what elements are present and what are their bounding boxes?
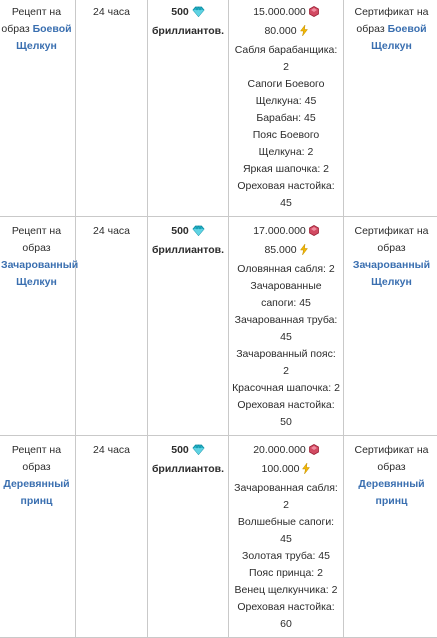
ingredient-item: Венец щелкунчика: 2 — [232, 582, 340, 599]
ingredient-item: Зачарованная сабля: 2 — [232, 480, 340, 514]
cost-cell — [229, 217, 344, 436]
reward-link[interactable]: Зачарованный Щелкун — [353, 259, 430, 288]
time-cell — [76, 0, 148, 217]
gold-price: 17.000.000 — [253, 225, 306, 237]
diamonds-amount: 500 — [171, 225, 189, 237]
lightning-icon — [302, 463, 310, 480]
recipe-cell — [0, 217, 76, 436]
ruby-icon — [309, 6, 319, 23]
diamonds-cell — [148, 217, 229, 436]
recipe-prefix: Рецепт на образ — [12, 444, 61, 473]
ingredient-item: Яркая шапочка: 2 — [232, 161, 340, 178]
ingredients-list — [232, 261, 340, 431]
recipe-row — [0, 436, 437, 638]
ruby-icon — [309, 225, 319, 242]
diamonds-amount: 500 — [171, 6, 189, 18]
reward-link[interactable]: Деревянный принц — [358, 478, 424, 507]
ingredient-item: Сапоги Боевого Щелкуна: 45 — [232, 76, 340, 110]
gold-price: 15.000.000 — [253, 6, 306, 18]
ingredient-item: Барабан: 45 — [232, 110, 340, 127]
lightning-icon — [300, 244, 308, 261]
ingredient-item: Сабля барабанщика: 2 — [232, 42, 340, 76]
diamonds-unit: бриллиантов. — [151, 242, 225, 259]
diamonds-cell — [148, 0, 229, 217]
craft-time: 24 часа — [93, 6, 130, 18]
recipe-cell — [0, 0, 76, 217]
reward-cell — [344, 0, 437, 217]
reward-prefix: Сертификат на образ — [354, 6, 428, 35]
ingredient-item: Ореховая настойка: 45 — [232, 178, 340, 212]
recipe-link[interactable]: Деревянный принц — [3, 478, 69, 507]
recipe-row — [0, 0, 437, 217]
reward-cell — [344, 436, 437, 638]
ingredient-item: Золотая труба: 45 — [232, 548, 340, 565]
ingredient-item: Зачарованные сапоги: 45 — [232, 278, 340, 312]
ingredient-item: Зачарованная труба: 45 — [232, 312, 340, 346]
diamond-icon — [192, 225, 205, 242]
recipe-cell — [0, 436, 76, 638]
time-cell — [76, 436, 148, 638]
recipe-link[interactable]: Боевой Щелкун — [16, 23, 71, 52]
energy-price: 100.000 — [262, 463, 300, 475]
ingredient-item: Ореховая настойка: 60 — [232, 599, 340, 633]
ingredients-list — [232, 480, 340, 633]
ingredient-item: Оловянная сабля: 2 — [232, 261, 340, 278]
ingredient-item: Пояс принца: 2 — [232, 565, 340, 582]
recipe-prefix: Рецепт на образ — [12, 225, 61, 254]
reward-link[interactable]: Боевой Щелкун — [371, 23, 426, 52]
reward-prefix: Сертификат на образ — [354, 225, 428, 254]
diamond-icon — [192, 6, 205, 23]
diamonds-amount: 500 — [171, 444, 189, 456]
diamonds-unit: бриллиантов. — [151, 23, 225, 40]
reward-prefix: Сертификат на образ — [354, 444, 428, 473]
energy-price: 85.000 — [264, 244, 296, 256]
diamonds-unit: бриллиантов. — [151, 461, 225, 478]
craft-time: 24 часа — [93, 225, 130, 237]
cost-cell — [229, 436, 344, 638]
recipe-prefix: Рецепт на образ — [1, 6, 61, 35]
recipe-link[interactable]: Зачарованный Щелкун — [1, 259, 78, 288]
ingredient-item: Пояс Боевого Щелкуна: 2 — [232, 127, 340, 161]
time-cell — [76, 217, 148, 436]
ingredient-item: Красочная шапочка: 2 — [232, 380, 340, 397]
ruby-icon — [309, 444, 319, 461]
ingredient-item: Волшебные сапоги: 45 — [232, 514, 340, 548]
cost-cell — [229, 0, 344, 217]
ingredients-list — [232, 42, 340, 212]
lightning-icon — [300, 25, 308, 42]
diamond-icon — [192, 444, 205, 461]
diamonds-cell — [148, 436, 229, 638]
ingredient-item: Ореховая настойка: 50 — [232, 397, 340, 431]
gold-price: 20.000.000 — [253, 444, 306, 456]
energy-price: 80.000 — [264, 25, 296, 37]
ingredient-item: Зачарованный пояс: 2 — [232, 346, 340, 380]
reward-cell — [344, 217, 437, 436]
recipe-row — [0, 217, 437, 436]
craft-time: 24 часа — [93, 444, 130, 456]
